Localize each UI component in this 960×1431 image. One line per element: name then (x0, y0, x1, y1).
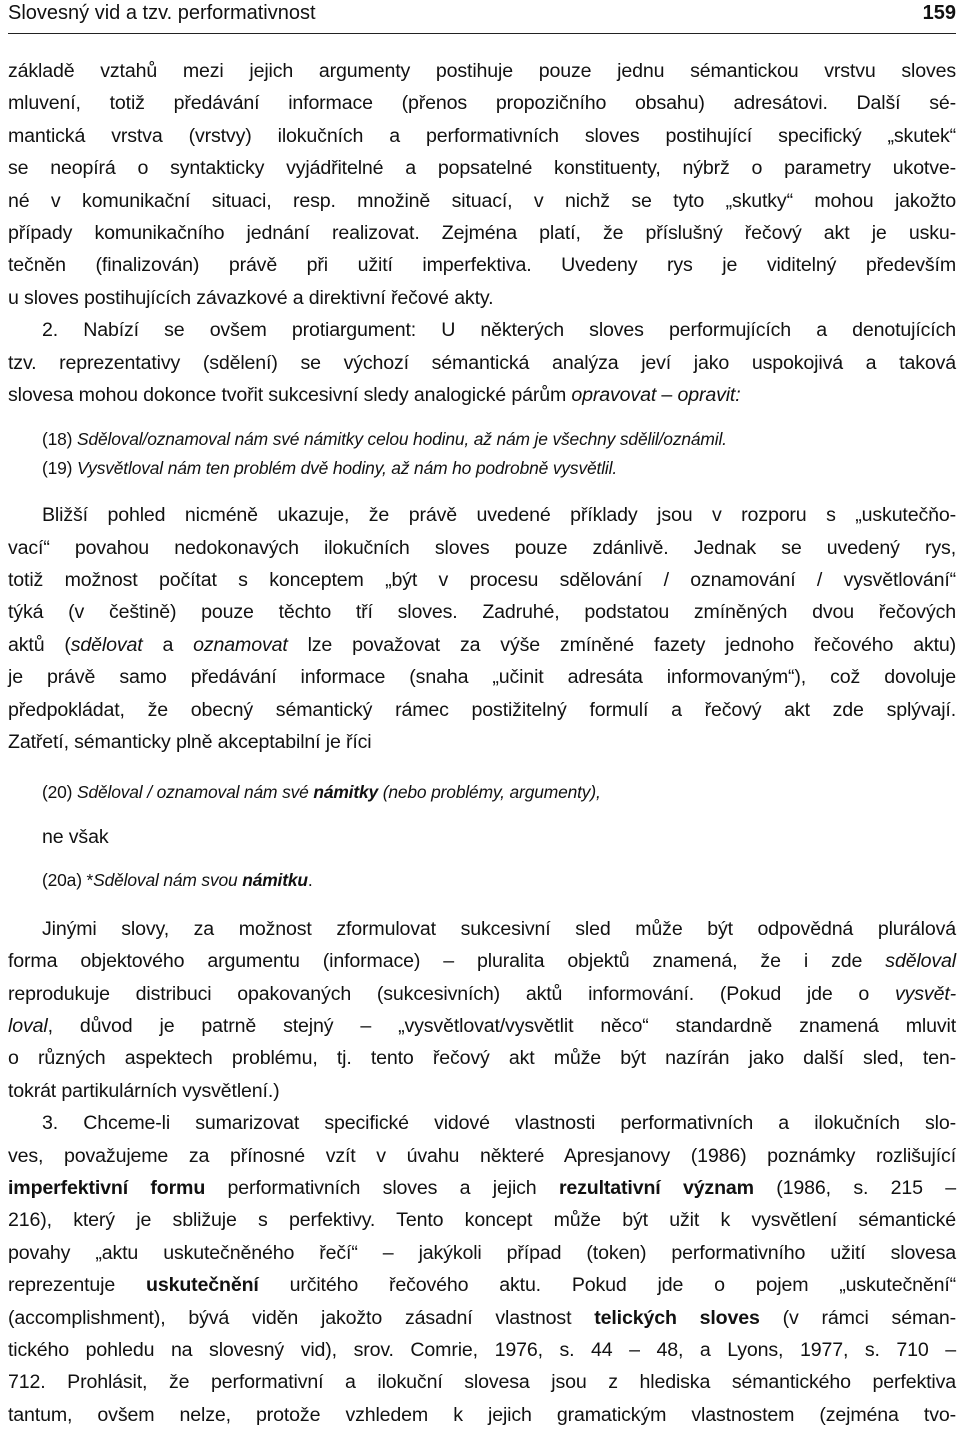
paragraph-line (8, 629, 956, 661)
text-run: (accomplishment), bývá viděn jakožto zásadní vlastnost (8, 1306, 595, 1329)
example-20a (8, 866, 956, 895)
example-text: Sděloval/oznamoval nám své námitky celou hodinu, až nám je všechny sdělil/oznámil. (77, 429, 727, 450)
paragraph-line: totiž možnost počítat s konceptem „být v procesu sdělování / oznamování / vysvětlování“ (8, 569, 956, 592)
paragraph-line: mluvení, totiž předávání informace (přenos propozičního obsahu) adresátovi. Další sé- (8, 92, 956, 115)
paragraph-line: ves, považujeme za přínosné vzít v úvahu některé Apresjanovy (1986) poznámky rozlišující (8, 1144, 956, 1167)
spacer (8, 895, 956, 913)
paragraph-line: tečněn (finalizován) právě při užití imperfektiva. Uvedeny rys je viditelný především (8, 254, 956, 277)
paragraph-line: 712. Prohlásit, že performativní a ilokuční slovesa jsou z hlediska sémantického perfektiva (8, 1371, 956, 1394)
paragraph-line: Zatřetí, sémanticky plně akceptabilní je říci (8, 731, 372, 754)
paragraph-line (8, 1302, 956, 1334)
text-run: (v rámci séman- (759, 1306, 956, 1329)
text-run: aktů ( (8, 633, 71, 656)
paragraph-line: tokrát partikulárních vysvětlení.) (8, 1079, 280, 1102)
paragraph-line: případy komunikačního jednání realizovat. Zejména platí, že příslušný řečový akt je usku- (8, 221, 956, 244)
example-text: (nebo problémy, argumenty), (378, 782, 601, 803)
example-text: Vysvětloval nám ten problém dvě hodiny, až nám ho podrobně vysvětlil. (77, 458, 618, 479)
italic-term: opravit: (677, 383, 741, 406)
paragraph-line: je právě samo předávání informace (snaha „učinit adresáta informovaným“), což dovoluje (8, 666, 956, 689)
italic-term: sděloval (885, 950, 956, 973)
italic-term: vysvět- (894, 982, 956, 1005)
paragraph-line: předpokládat, že obecný sémantický rámec postižitelný formulí a řečový akt zde splývají. (8, 698, 956, 721)
body-text (8, 55, 956, 1431)
paragraph-line: základě vztahů mezi jejich argumenty postihuje pouze jednu sémantickou vrstvu sloves (8, 60, 956, 82)
example-text: Sděloval nám svou (93, 869, 243, 890)
paragraph-line (8, 945, 956, 977)
text-run: reprodukuje distribuci opakovaných (sukcesivních) aktů informování. (Pokud jde o (8, 982, 895, 1005)
italic-term: loval (8, 1014, 48, 1037)
text-run: (1986, s. 215 – (753, 1176, 957, 1199)
paragraph-line: Bližší pohled nicméně ukazuje, že právě uvedené příklady jsou v rozporu s „uskutečňo- (42, 504, 956, 527)
text-run: slovesa mohou dokonce tvořit sukcesivní sledy analogické párům (8, 383, 572, 406)
example-text: Sděloval / oznamoval nám své (77, 782, 314, 803)
paragraph-line: 216), který je sbližuje s perfektivy. Tento koncept může být užit k vysvětlení sémantické (8, 1209, 956, 1232)
paragraph-line: 2. Nabízí se ovšem protiargument: U některých sloves performujících a denotujících (42, 319, 956, 342)
ne-vsak: ne však (42, 826, 109, 849)
text-run: performativních sloves a jejich (205, 1176, 559, 1199)
paragraph-line (8, 1010, 956, 1042)
spacer (8, 411, 956, 425)
paragraph-line: o různých aspektech problému, tj. tento řečový akt může být nazírán jako další sled, ten- (8, 1047, 956, 1070)
running-title: Slovesný vid a tzv. performativnost (8, 2, 316, 24)
paragraph-line: vací“ povahou nedokonavých ilokučních sloves pouze zdánlivě. Jednak se uvedený rys, (8, 536, 956, 559)
example-text: . (307, 869, 313, 890)
italic-term: opravovat (571, 383, 657, 406)
paragraph-line: tického pohledu na slovesný vid), srov. Comrie, 1976, s. 44 – 48, a Lyons, 1977, s. 710 – (8, 1338, 956, 1361)
paragraph-line: Jinými slovy, za možnost zformulovat sukcesivní sled může být odpovědná plurálová (42, 917, 956, 940)
example-number: (19) (42, 458, 73, 479)
bold-term: rezultativní význam (558, 1176, 754, 1199)
text-run: a (142, 633, 194, 656)
paragraph-line: týká (v češtině) pouze těchto tří sloves. Zadruhé, podstatou zmíněných dvou řečových (8, 601, 956, 624)
italic-term: oznamovat (193, 633, 288, 656)
paragraph-line (8, 978, 956, 1010)
bold-term: telických sloves (594, 1306, 760, 1329)
example-18 (8, 425, 956, 454)
paragraph-line: 3. Chceme-li sumarizovat specifické vidové vlastnosti performativních a ilokučních slo- (42, 1112, 956, 1135)
running-header (8, 0, 956, 34)
example-20 (8, 778, 956, 807)
paragraph-line (8, 379, 956, 411)
example-bold-word: námitky (313, 782, 379, 803)
spacer (8, 758, 956, 778)
example-bold-word: námitku (242, 869, 308, 890)
example-number: (18) (42, 429, 73, 450)
paragraph-line: mantická vrstva (vrstvy) ilokučních a performativních sloves postihující specifický „skutek“ (8, 124, 956, 147)
example-19 (8, 454, 956, 483)
paragraph-line: se neopírá o syntakticky vyjádřitelné a popsatelné konstituenty, nýbrž o parametry ukotve- (8, 157, 956, 180)
text-run: lze považovat za výše zmíněné fazety jednoho řečového aktu) (287, 633, 957, 656)
spacer (8, 807, 956, 821)
paragraph-line: povahy „aktu uskutečněného řečí“ – jakýkoli případ (token) performativního užití slovesa (8, 1241, 956, 1264)
text-run: forma objektového argumentu (informace) – pluralita objektů znamená, že i zde (8, 950, 886, 973)
paragraph-line (8, 1269, 956, 1301)
italic-term: sdělovat (70, 633, 143, 656)
text-run: určitého řečového aktu. Pokud jde o pojem „uskutečnění“ (258, 1274, 957, 1297)
bold-term: imperfektivní formu (8, 1176, 206, 1199)
text-run: reprezentuje (8, 1274, 147, 1297)
example-number: (20a) (42, 869, 82, 890)
spacer (8, 483, 956, 499)
example-star: * (86, 869, 94, 890)
paragraph-line (8, 1172, 956, 1204)
paragraph-line: tzv. reprezentativy (sdělení) se výchozí sémantická analýza jeví jako uspokojivá a taková (8, 351, 956, 374)
text-run: – (656, 383, 678, 406)
bold-term: uskutečnění (146, 1274, 259, 1297)
paragraph-line: né v komunikační situaci, resp. množině situací, v nichž se tyto „skutky“ mohou jakožto (8, 189, 956, 212)
spacer (8, 854, 956, 866)
text-run: , důvod je patrně stejný – „vysvětlovat/vysvětlit něco“ standardně znamená mluvit (47, 1014, 956, 1037)
paragraph-line: tantum, ovšem nelze, protože vzhledem k jejich gramatickým vlastnostem (zejména tvo- (8, 1403, 956, 1426)
page-number: 159 (922, 2, 956, 24)
paragraph-line: u sloves postihujících závazkové a direktivní řečové akty. (8, 286, 494, 309)
example-number: (20) (42, 782, 73, 803)
